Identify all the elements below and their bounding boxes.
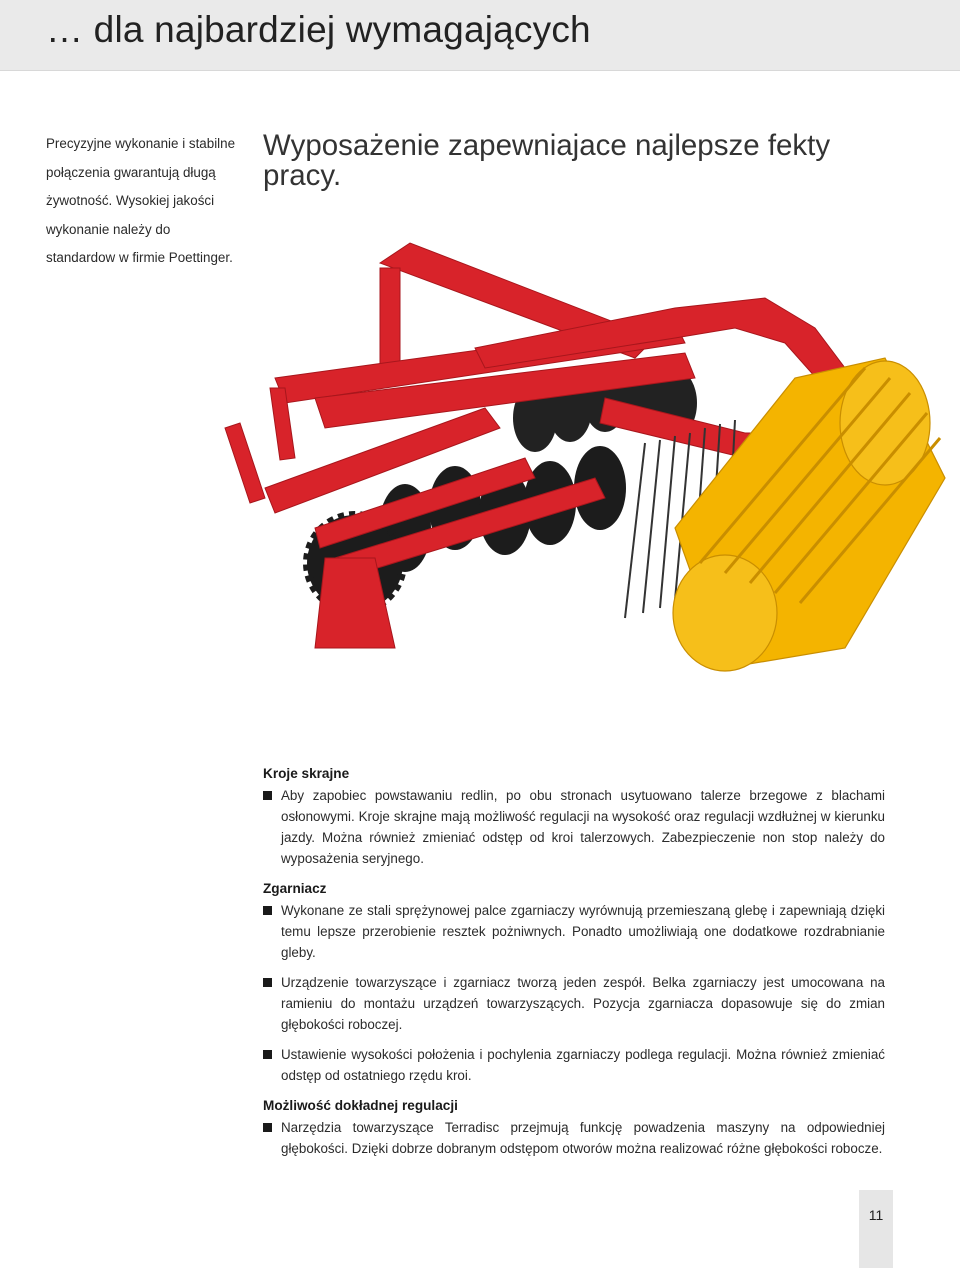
section-precise-adjustment <box>263 1095 885 1159</box>
square-bullet-icon <box>263 1123 272 1132</box>
list-item <box>263 972 885 1035</box>
section-subtitle: Wyposażenie zapewniajace najlepsze fekty pracy. <box>263 129 831 192</box>
square-bullet-icon <box>263 906 272 915</box>
disc-harrow-illustration <box>205 228 955 698</box>
bullet-text: Ustawienie wysokości położenia i pochylenia zgarniaczy podlega regulacji. Można również zmieniać odstęp od ostatniego rzędu kroi. <box>281 1047 885 1083</box>
section-heading: Zgarniacz <box>263 881 327 896</box>
bullet-list <box>263 1117 885 1159</box>
page-number: 11 <box>868 1207 884 1223</box>
feature-sections <box>263 763 885 1168</box>
list-item <box>263 900 885 963</box>
section-edge-discs <box>263 763 885 869</box>
section-harrow <box>263 878 885 1086</box>
bullet-list <box>263 900 885 1086</box>
list-item <box>263 1044 885 1086</box>
square-bullet-icon <box>263 791 272 800</box>
page-number-tab <box>859 1190 893 1268</box>
bullet-text: Narzędzia towarzyszące Terradisc przejmują funkcję powadzenia maszyny na odpowiedniej głębokości. Dzięki dobrze dobranym odstępom otworów można realizować różne głębokości robocze. <box>281 1120 885 1156</box>
list-item <box>263 1117 885 1159</box>
section-heading: Możliwość dokładnej regulacji <box>263 1098 458 1113</box>
bullet-list <box>263 785 885 869</box>
bullet-text: Urządzenie towarzyszące i zgarniacz tworzą jeden zespół. Belka zgarniaczy jest umocowana na ramieniu do montażu urządzeń towarzyszących. Pozycja zgarniacza dopasowuje się do zmian głębokości roboczej. <box>281 975 885 1032</box>
machine-photo <box>205 228 955 698</box>
header-band <box>0 0 960 71</box>
list-item <box>263 785 885 869</box>
section-heading: Kroje skrajne <box>263 766 350 781</box>
bullet-text: Wykonane ze stali sprężynowej palce zgarniaczy wyrównują przemieszaną glebę i zapewniają dzięki temu lepsze przerobienie resztek pożniwnych. Ponadto umożliwiają one dodatkowe rozdrabnianie gleby. <box>281 903 885 960</box>
intro-text: Precyzyjne wykonanie i stabilne połączenia gwarantują długą żywotność. Wysokiej jakości wykonanie należy do standardow w firmie Poettinger. <box>46 136 236 265</box>
square-bullet-icon <box>263 978 272 987</box>
page-title: … dla najbardziej wymagających <box>46 9 591 50</box>
bullet-text: Aby zapobiec powstawaniu redlin, po obu stronach usytuowano talerze brzegowe z blachami osłonowymi. Kroje skrajne mają możliwość regulacji na wysokość oraz regulacji wzdłużnej w kierunku jazdy. Można również zmieniać odstęp od kroi talerzowych. Zabezpieczenie non stop należy do wyposażenia seryjnego. <box>281 788 885 866</box>
square-bullet-icon <box>263 1050 272 1059</box>
model-label: SC 3000 <box>368 420 417 441</box>
